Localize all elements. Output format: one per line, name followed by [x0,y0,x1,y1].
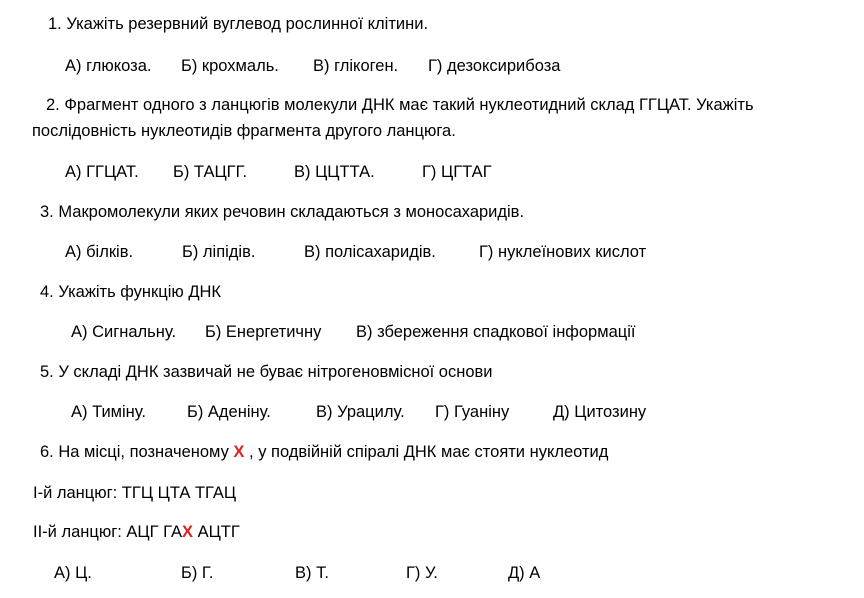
question-5-text: 5. У складі ДНК зазвичай не буває нітрогеновмісної основи [40,363,493,381]
question-2-line-2: послідовність нуклеотидів фрагмента другого ланцюга. [32,122,456,140]
q3-option-a: А) білків. [65,243,134,261]
q2-option-d: Г) ЦГТАГ [422,163,492,181]
question-1-text: 1. Укажіть резервний вуглевод рослинної клітини. [48,15,429,33]
q3-option-c: В) полісахаридів. [304,243,436,261]
q3-option-d: Г) нуклеїнових кислот [479,243,647,261]
dna-chain-2-red-mark: Х [181,523,193,541]
dna-chain-2-after: АЦТГ [192,523,240,541]
question-3-text: 3. Макромолекули яких речовин складаються з моносахаридів. [40,203,525,221]
q1-option-b: Б) крохмаль. [181,57,279,75]
q1-option-a: А) глюкоза. [65,57,152,75]
question-6-text-before: 6. На місці, позначеному [40,443,234,461]
q6-option-c: В) Т. [295,564,329,582]
q1-option-c: В) глікоген. [313,57,399,75]
q4-option-c: В) збереження спадкової інформації [356,323,636,341]
q6-option-e: Д) А [508,564,541,582]
q5-option-d: Г) Гуаніну [435,403,510,421]
q6-option-b: Б) Г. [181,564,214,582]
dna-chain-2-before: ІІ-й ланцюг: АЦГ ГА [33,523,182,541]
q3-option-b: Б) ліпідів. [182,243,256,261]
question-6-red-mark: Х [233,443,245,461]
q5-option-b: Б) Аденіну. [187,403,271,421]
dna-chain-1: І-й ланцюг: ТГЦ ЦТА ТГАЦ [33,484,237,502]
q6-option-d: Г) У. [406,564,438,582]
q6-option-a: А) Ц. [54,564,92,582]
q2-option-a: А) ГГЦАТ. [65,163,139,181]
question-6-text-after: , у подвійній спіралі ДНК має стояти нуклеотид [244,443,609,461]
q5-option-e: Д) Цитозину [553,403,647,421]
dna-chain-2 [33,522,240,542]
q4-option-b: Б) Енергетичну [205,323,322,341]
q2-option-c: В) ЦЦТТА. [294,163,375,181]
q2-option-b: Б) ТАЦГГ. [173,163,248,181]
q1-option-d: Г) дезоксирибоза [428,57,561,75]
q5-option-c: В) Урацилу. [316,403,405,421]
question-2-line-1: 2. Фрагмент одного з ланцюгів молекули ДНК має такий нуклеотидний склад ГГЦАТ. Укажіть [46,96,754,114]
q5-option-a: А) Тиміну. [71,403,146,421]
question-4-text: 4. Укажіть функцію ДНК [40,283,222,301]
question-6-text [40,442,608,462]
q4-option-a: А) Сигнальну. [71,323,177,341]
